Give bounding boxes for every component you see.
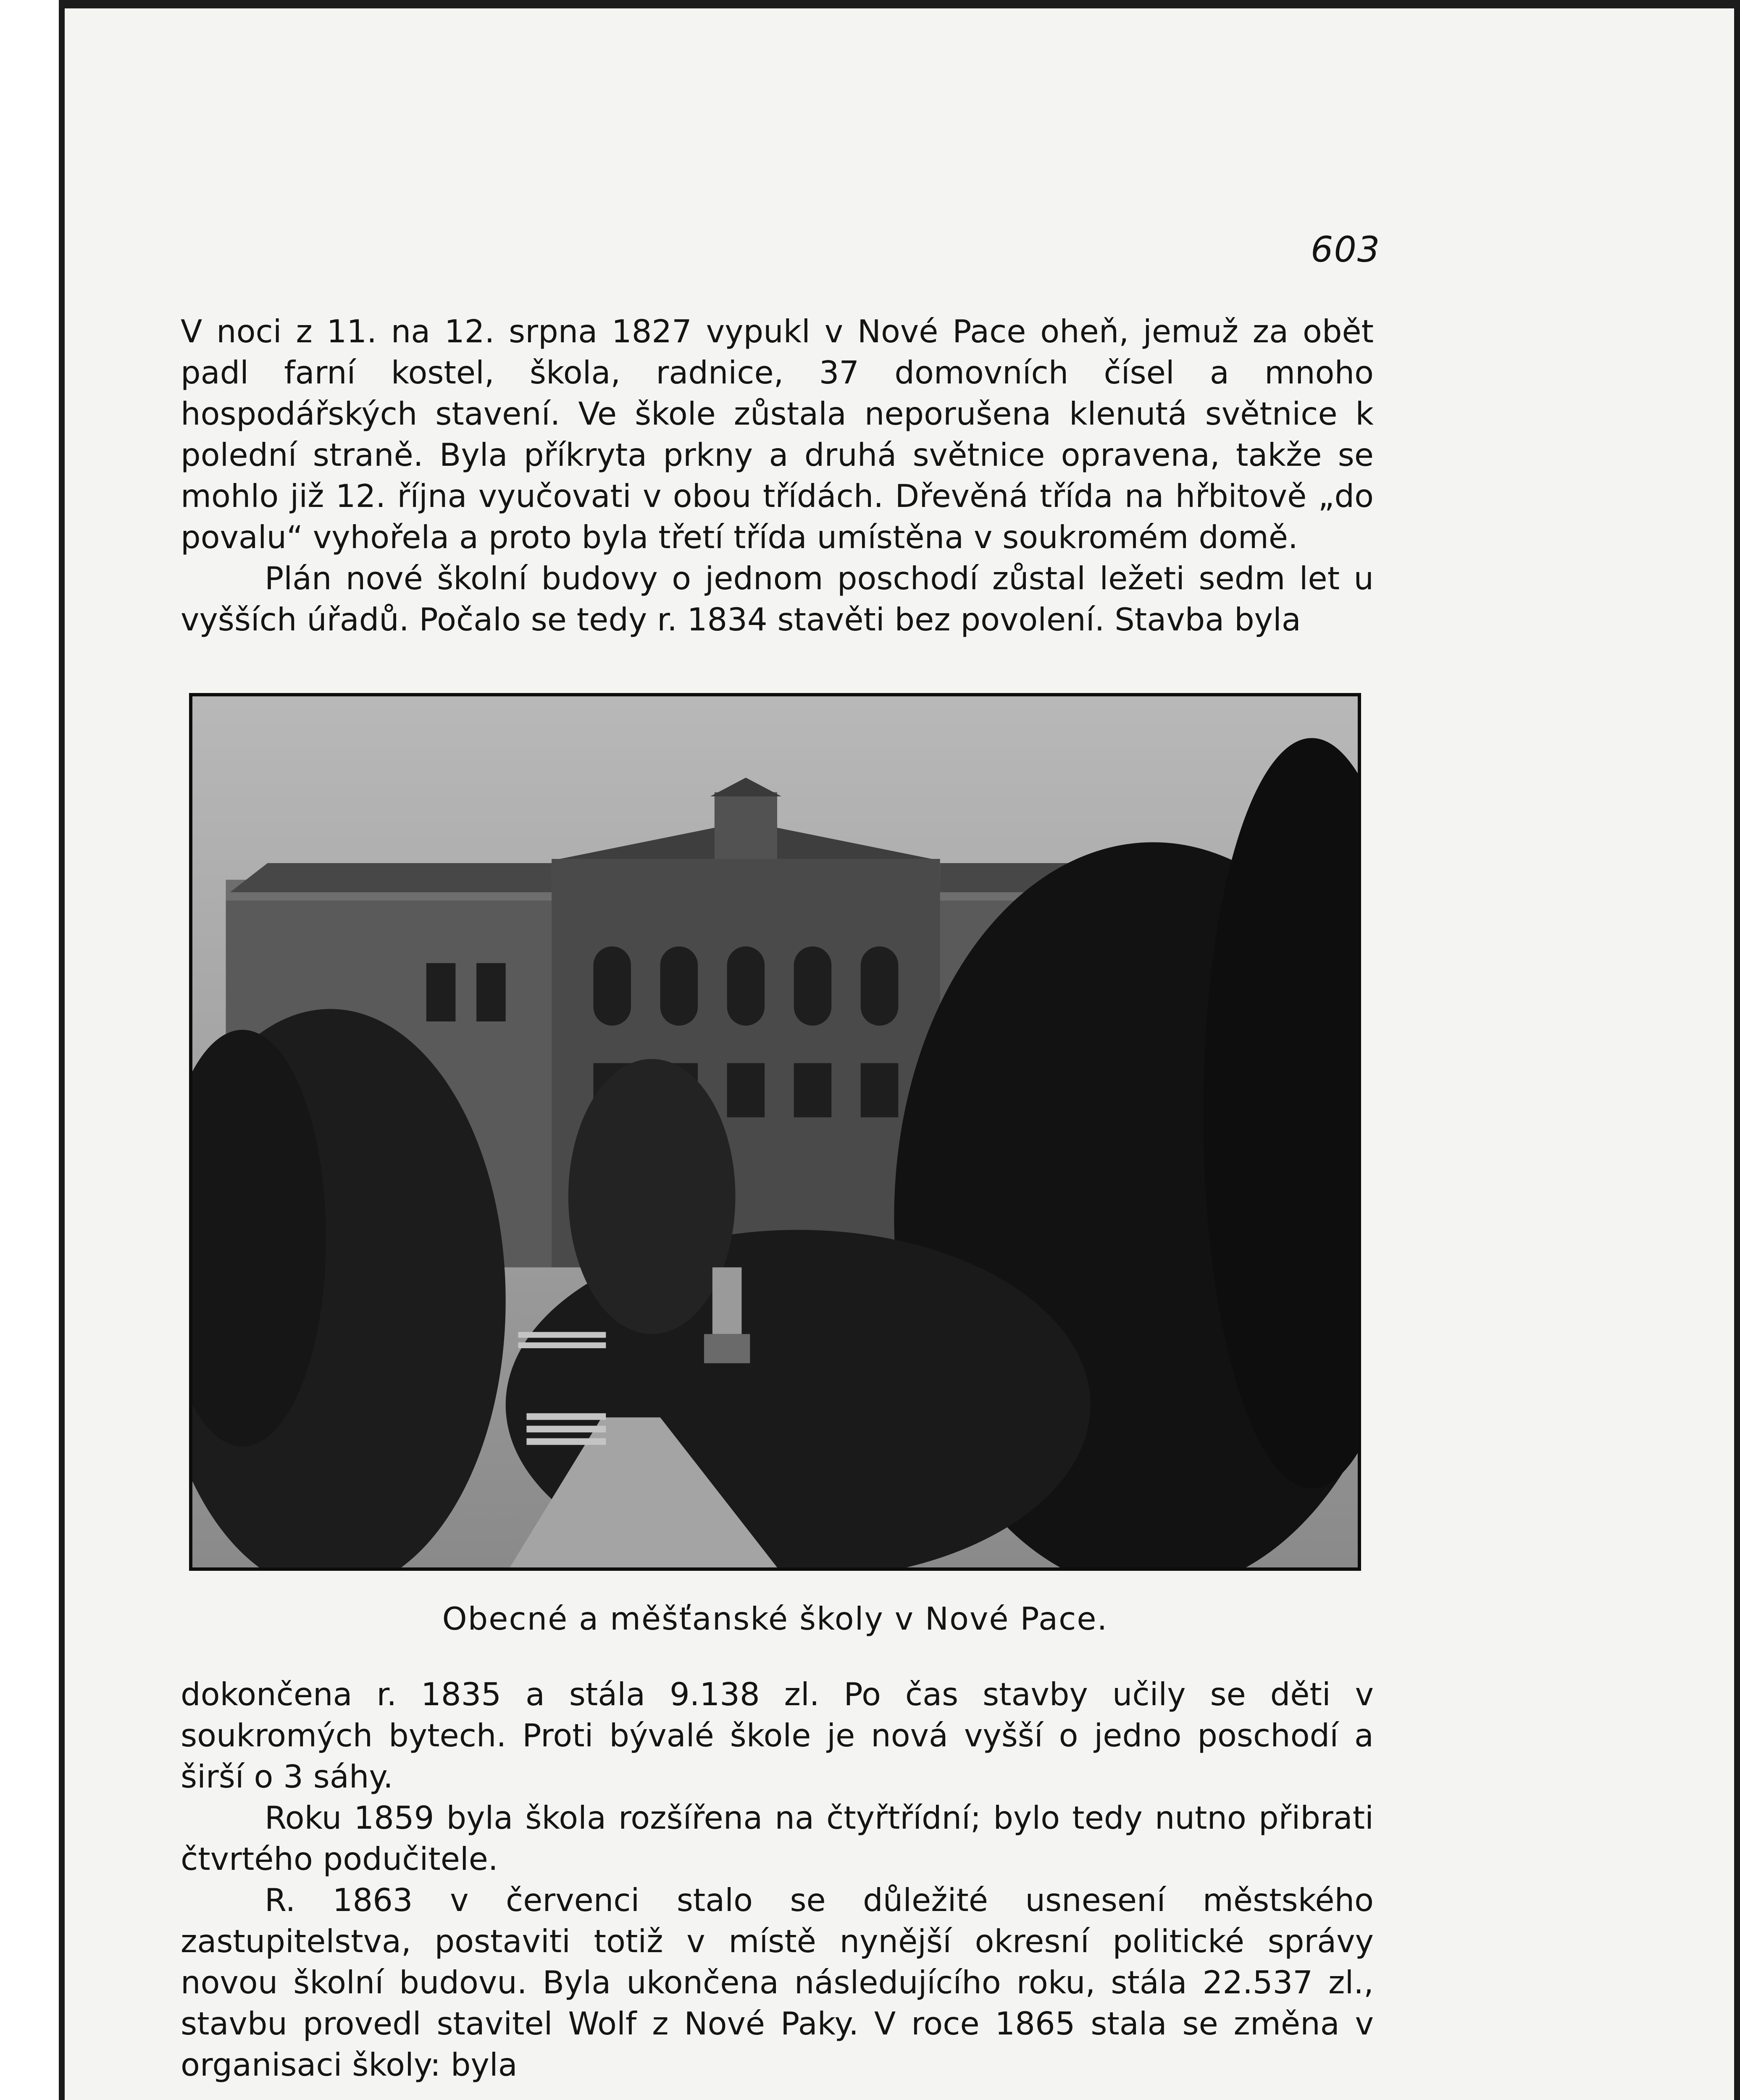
paragraph: Roku 1859 byla škola rozšířena na čtyřtřídní; bylo tedy nutno přibrati čtvrtého podučitele. — [181, 1799, 1374, 1877]
text-block-bottom — [181, 1674, 1374, 2085]
text-block-top — [181, 311, 1374, 640]
paragraph: V noci z 11. na 12. srpna 1827 vypukl v Nové Pace oheň, jemuž za obět padl farní kostel, škola, radnice, 37 domovních čísel a mnoho hospodářských stavení. Ve škole zůstala neporušena klenutá světnice k polední straně. Byla příkryta prkny a druhá světnice opravena, takže se mohlo již 12. října vyučovati v obou třídách. Dřevěná třída na hřbitově „do povalu“ vyhořela a proto byla třetí třída umístěna v soukromém domě. — [181, 313, 1374, 556]
paragraph: dokončena r. 1835 a stála 9.138 zl. Po čas stavby učily se děti v soukromých bytech. Proti bývalé škole je nová vyšší o jedno poschodí a širší o 3 sáhy. — [181, 1676, 1374, 1795]
school-building-photo — [189, 693, 1361, 1571]
scan-left-edge — [0, 0, 65, 2100]
paragraph: Plán nové školní budovy o jednom poschodí zůstal ležeti sedm let u vyšších úřadů. Počalo se tedy r. 1834 stavěti bez povolení. Stavba byla — [181, 560, 1374, 638]
school-building-illustration — [192, 696, 1358, 1567]
page-number: 603 — [1311, 229, 1381, 270]
scan-top-edge — [59, 0, 1740, 8]
figure-caption: Obecné a měšťanské školy v Nové Pace. — [442, 1600, 1108, 1637]
scan-right-edge — [1734, 0, 1740, 2100]
paragraph: R. 1863 v červenci stalo se důležité usnesení městského zastupitelstva, postaviti totiž v místě nynější okresní politické správy novou školní budovu. Byla ukončena následujícího roku, stála 22.537 zl., stavbu provedl stavitel Wolf z Nové Paky. V roce 1865 stala se změna v organisaci školy: byla — [181, 1882, 1374, 2083]
